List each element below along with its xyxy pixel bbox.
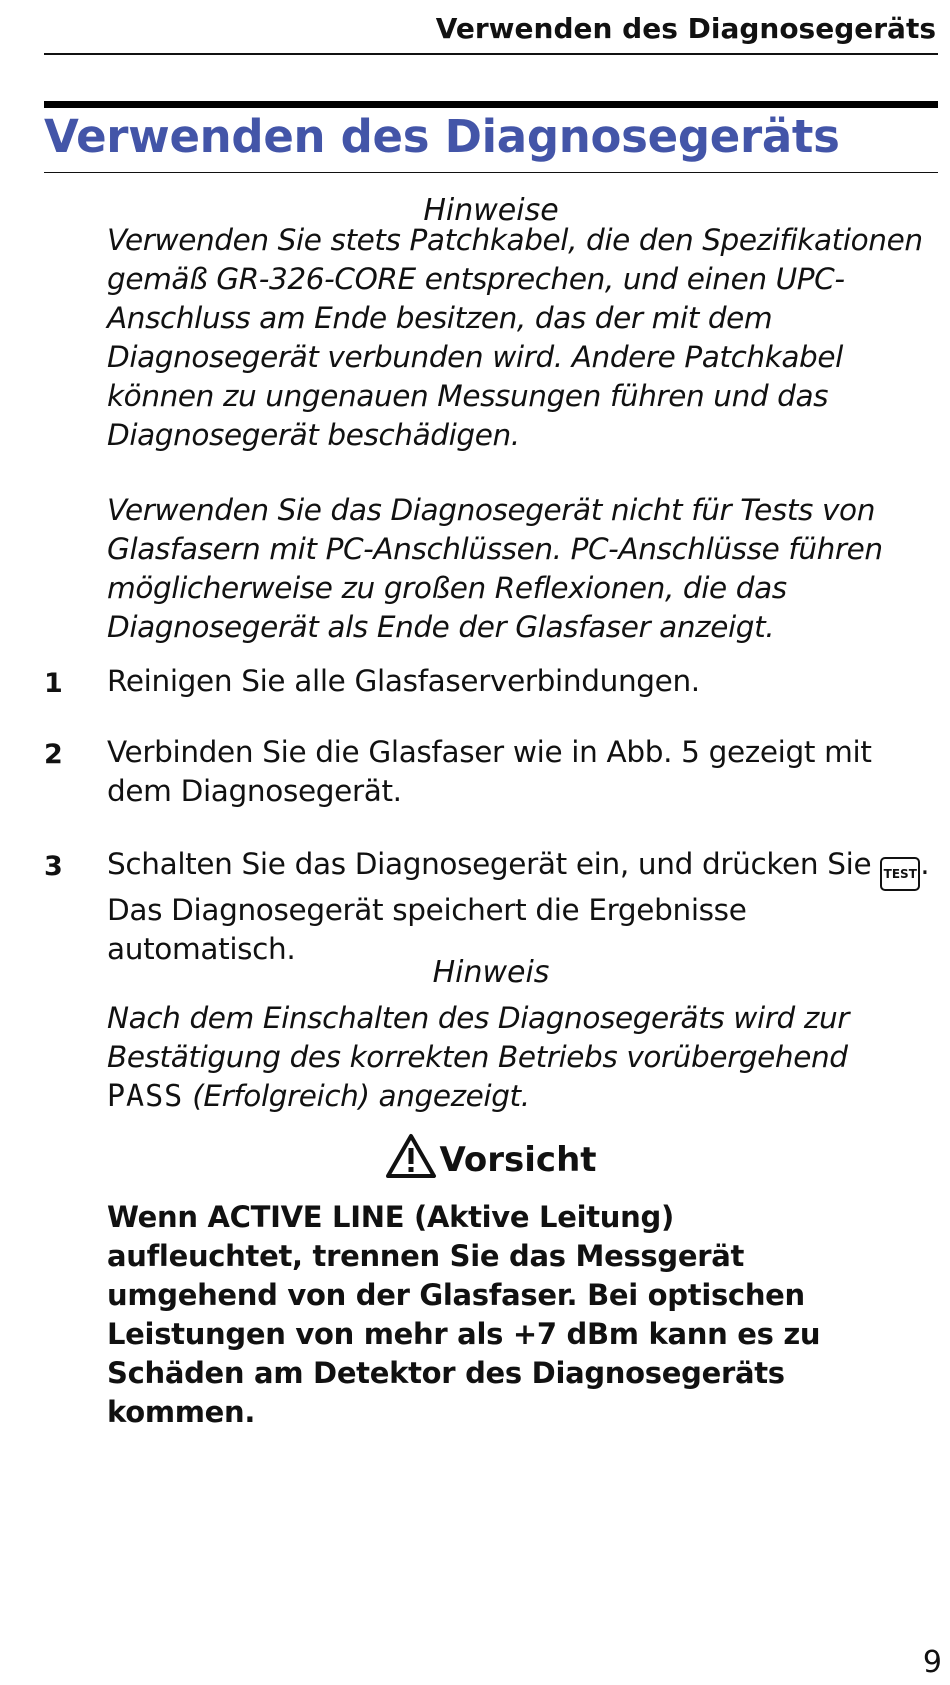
step-number-1: 1 bbox=[44, 668, 63, 699]
warning-triangle-icon bbox=[385, 1133, 437, 1179]
title-bottom-rule bbox=[44, 172, 938, 173]
step-text-3 bbox=[107, 845, 937, 969]
section-title: Verwenden des Diagnosegeräts bbox=[44, 110, 840, 163]
step-number-3: 3 bbox=[44, 851, 63, 882]
running-header: Verwenden des Diagnosegeräts bbox=[435, 12, 936, 45]
notes-heading: Hinweise bbox=[423, 193, 559, 228]
pass-display-text: PASS bbox=[107, 1079, 184, 1114]
step-3-text-before: Schalten Sie das Diagnosegerät ein, und drücken Sie bbox=[107, 847, 872, 881]
note-heading: Hinweis bbox=[432, 955, 550, 990]
page-number: 9 bbox=[922, 1645, 942, 1680]
header-rule bbox=[44, 53, 938, 55]
caution-text: Wenn ACTIVE LINE (Aktive Leitung) aufleuchtet, trennen Sie das Messgerät umgehend von der Glasfaser. Bei optischen Leistungen von mehr als +7 dBm kann es zu Schäden am Detektor des Diagnosegeräts kommen. bbox=[107, 1200, 821, 1429]
title-top-rule bbox=[44, 101, 938, 108]
test-key-icon: TEST bbox=[880, 857, 920, 891]
step-text-1: Reinigen Sie alle Glasfaserverbindungen. bbox=[107, 664, 700, 698]
caution-heading bbox=[0, 1133, 950, 1180]
notes-paragraph-1: Verwenden Sie stets Patchkabel, die den Spezifikationen gemäß GR-326-CORE entsprechen, und einen UPC-Anschluss am Ende besitzen, das der mit dem Diagnosegerät verbunden wird. Andere Patchkabel können zu ungenauen Messungen führen und das Diagnosegerät beschädigen. bbox=[107, 223, 923, 452]
notes-paragraph-2: Verwenden Sie das Diagnosegerät nicht für Tests von Glasfasern mit PC-Anschlüssen. PC-Anschlüsse führen möglicherweise zu großen Reflexionen, die das Diagnosegerät als Ende der Glasfaser anzeigt. bbox=[107, 493, 883, 644]
caution-label: Vorsicht bbox=[439, 1140, 597, 1180]
note-text-before: Nach dem Einschalten des Diagnosegeräts wird zur Bestätigung des korrekten Betriebs vorübergehend bbox=[107, 1001, 849, 1074]
note-paragraph bbox=[107, 999, 927, 1116]
note-text-after: (Erfolgreich) angezeigt. bbox=[192, 1079, 530, 1113]
step-text-2: Verbinden Sie die Glasfaser wie in Abb. 5 gezeigt mit dem Diagnosegerät. bbox=[107, 735, 872, 808]
step-number-2: 2 bbox=[44, 739, 63, 770]
step-3-text-after: . Das Diagnosegerät speichert die Ergebnisse automatisch. bbox=[107, 847, 930, 966]
